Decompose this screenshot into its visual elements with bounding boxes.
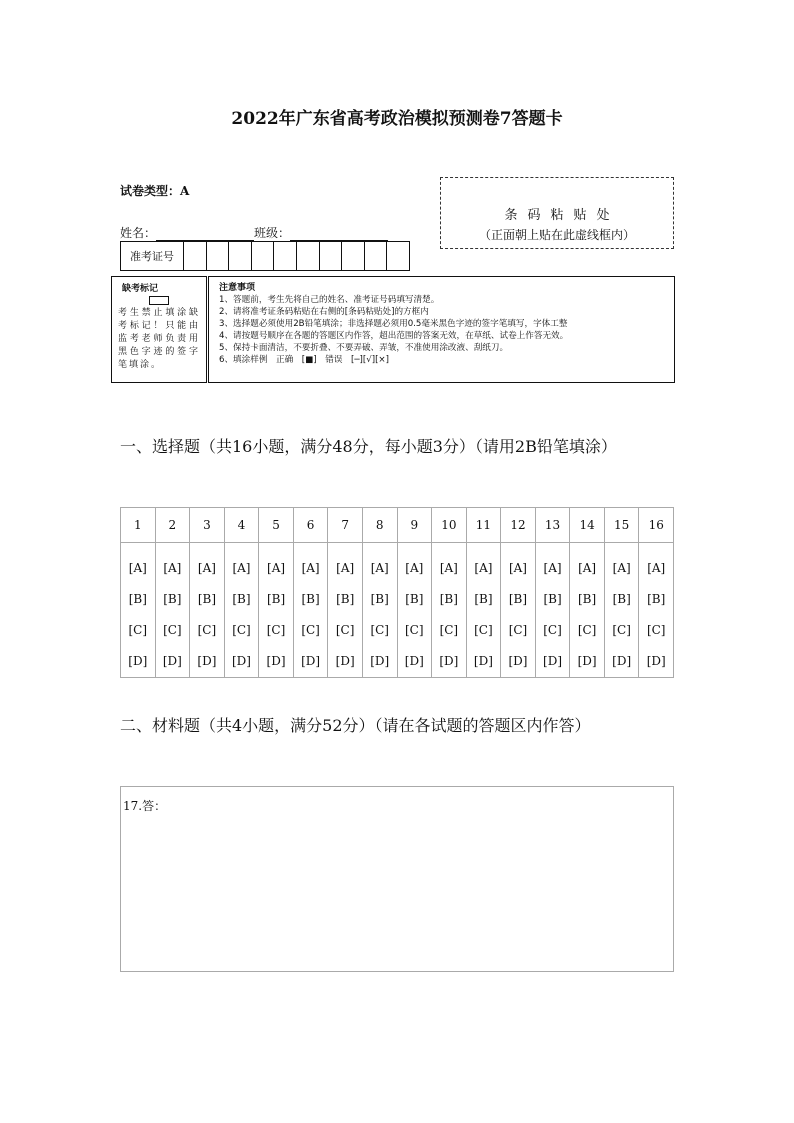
option-bubble[interactable]: [B] [370, 592, 389, 606]
paper-type: 试卷类型：A [120, 184, 190, 198]
class-label: 班级： [254, 226, 291, 240]
notes-item: 3、选择题必须使用2B铅笔填涂；非选择题必须用0.5毫米黑色字迹的签字笔填写，字体工整 [219, 319, 568, 329]
option-bubble[interactable]: [C] [543, 623, 562, 637]
option-bubble[interactable]: [C] [301, 623, 320, 637]
question-number: 1 [121, 508, 156, 543]
option-bubble[interactable]: [C] [163, 623, 182, 637]
exam-number-cell[interactable] [387, 242, 409, 270]
option-bubble[interactable]: [A] [370, 561, 389, 575]
exam-number-cell[interactable] [184, 242, 207, 270]
option-bubble[interactable]: [A] [267, 561, 286, 575]
exam-number-cell[interactable] [207, 242, 230, 270]
question-number: 8 [362, 508, 397, 543]
notes-item: 2、请将准考证条码粘贴在右侧的[条码粘贴处]的方框内 [219, 307, 429, 317]
answer-options [432, 543, 467, 678]
option-bubble[interactable]: [C] [266, 623, 286, 637]
name-label: 姓名： [120, 226, 157, 240]
option-bubble[interactable]: [B] [197, 592, 216, 606]
barcode-title: 条码粘贴处 [504, 208, 620, 223]
answer-options [121, 543, 156, 678]
answer-options [328, 543, 363, 678]
option-bubble[interactable]: [C] [128, 623, 148, 637]
answer-options [501, 543, 536, 678]
option-bubble[interactable]: [C] [370, 623, 389, 637]
option-bubble[interactable]: [D] [335, 654, 355, 668]
option-bubble[interactable]: [B] [301, 592, 320, 606]
question-number: 13 [535, 508, 570, 543]
question-number: 4 [224, 508, 259, 543]
option-bubble[interactable]: [A] [128, 561, 147, 575]
notes-title: 注意事项 [219, 283, 256, 293]
option-bubble[interactable]: [D] [508, 654, 528, 668]
answer-options [570, 543, 605, 678]
option-bubble[interactable]: [B] [336, 592, 355, 606]
option-bubble[interactable]: [A] [508, 561, 527, 575]
option-bubble[interactable]: [A] [163, 561, 182, 575]
option-bubble[interactable]: [D] [301, 654, 321, 668]
option-bubble[interactable]: [C] [439, 623, 459, 637]
option-bubble[interactable]: [B] [612, 592, 631, 606]
answer-options [224, 543, 259, 678]
exam-number-box [120, 241, 410, 271]
question-number: 11 [466, 508, 501, 543]
answer-options [535, 543, 570, 678]
question-number: 10 [432, 508, 467, 543]
question-number: 7 [328, 508, 363, 543]
option-bubble[interactable]: [C] [232, 623, 251, 637]
option-bubble[interactable]: [A] [197, 561, 216, 575]
option-bubble[interactable]: [C] [508, 623, 528, 637]
question-number: 6 [293, 508, 328, 543]
option-bubble[interactable]: [C] [335, 623, 355, 637]
option-bubble[interactable]: [C] [197, 623, 217, 637]
question-number: 12 [501, 508, 536, 543]
answer-options [190, 543, 225, 678]
barcode-subtitle: （正面朝上贴在此虚线框内） [478, 228, 635, 242]
question-number: 5 [259, 508, 294, 543]
option-bubble[interactable]: [B] [163, 592, 182, 606]
name-field[interactable] [156, 228, 254, 241]
exam-number-cell[interactable] [229, 242, 252, 270]
answer-options [604, 543, 639, 678]
option-bubble[interactable]: [D] [128, 654, 148, 668]
option-bubble[interactable]: [A] [647, 561, 666, 575]
question-number: 3 [190, 508, 225, 543]
exam-number-cell[interactable] [274, 242, 297, 270]
option-bubble[interactable]: [A] [405, 561, 424, 575]
option-bubble[interactable]: [D] [370, 654, 390, 668]
option-bubble[interactable]: [B] [405, 592, 424, 606]
answer-options [397, 543, 432, 678]
exam-number-cell[interactable] [252, 242, 275, 270]
barcode-area [440, 177, 674, 249]
exam-number-cell[interactable] [342, 242, 365, 270]
question-number: 15 [604, 508, 639, 543]
question-number: 16 [639, 508, 674, 543]
option-bubble[interactable]: [D] [646, 654, 666, 668]
answer-options [293, 543, 328, 678]
option-bubble[interactable]: [A] [439, 561, 458, 575]
option-bubble[interactable]: [D] [439, 654, 459, 668]
absent-mark-box [111, 276, 207, 383]
section2-heading: 二、材料题（共4小题，满分52分）（请在各试题的答题区内作答） [120, 716, 591, 735]
absent-mark-checkbox[interactable] [149, 296, 169, 305]
notes-box [208, 276, 675, 383]
page-title: 2022年广东省高考政治模拟预测卷7答题卡 [231, 109, 563, 129]
exam-number-cell[interactable] [365, 242, 388, 270]
question-number: 9 [397, 508, 432, 543]
option-bubble[interactable]: [D] [197, 654, 217, 668]
option-bubble[interactable]: [D] [543, 654, 563, 668]
q17-label: 17.答： [123, 799, 167, 813]
option-bubble[interactable]: [B] [543, 592, 562, 606]
option-bubble[interactable]: [A] [336, 561, 355, 575]
answer-options [639, 543, 674, 678]
absent-mark-title: 缺考标记 [122, 284, 159, 294]
option-bubble[interactable]: [A] [301, 561, 320, 575]
option-bubble[interactable]: [B] [508, 592, 528, 606]
option-bubble[interactable]: [C] [474, 623, 493, 637]
section1-heading: 一、选择题（共16小题，满分48分，每小题3分）（请用2B铅笔填涂） [120, 437, 617, 456]
option-bubble[interactable]: [D] [577, 654, 597, 668]
absent-mark-text: 考生禁止填涂缺考标记！只能由监考老师负责用黑色字迹的签字笔填涂。 [118, 308, 200, 370]
option-bubble[interactable]: [D] [612, 654, 632, 668]
exam-number-cell[interactable] [297, 242, 320, 270]
option-bubble[interactable]: [D] [266, 654, 286, 668]
option-bubble[interactable]: [C] [646, 623, 666, 637]
question-number: 2 [155, 508, 190, 543]
choice-grid [120, 507, 674, 678]
option-bubble[interactable]: [D] [404, 654, 424, 668]
option-bubble[interactable]: [B] [474, 592, 493, 606]
option-bubble[interactable]: [A] [578, 561, 597, 575]
answer-options [155, 543, 190, 678]
option-bubble[interactable]: [B] [232, 592, 251, 606]
option-bubble[interactable]: [A] [612, 561, 631, 575]
option-bubble[interactable]: [B] [439, 592, 458, 606]
notes-item: 4、请按题号顺序在各题的答题区内作答，超出范围的答案无效，在草纸、试卷上作答无效。 [219, 331, 569, 341]
option-bubble[interactable]: [A] [474, 561, 493, 575]
option-bubble[interactable]: [C] [405, 623, 424, 637]
notes-item: 5、保持卡面清洁，不要折叠、不要弄破、弄皱，不准使用涂改液、刮纸刀。 [219, 343, 509, 353]
option-bubble[interactable]: [B] [578, 592, 597, 606]
q17-answer-area[interactable] [120, 786, 674, 972]
answer-options [259, 543, 294, 678]
name-class-line [120, 224, 388, 241]
notes-item: 1、答题前，考生先将自己的姓名、准考证号码填写清楚。 [219, 295, 440, 305]
exam-number-label: 准考证号 [121, 242, 184, 270]
notes-item: 6、填涂样例 正确 [■] 错误 [─][√][×] [219, 355, 389, 365]
option-bubble[interactable]: [D] [473, 654, 493, 668]
option-bubble[interactable]: [B] [647, 592, 666, 606]
answer-options [362, 543, 397, 678]
option-bubble[interactable]: [C] [612, 623, 631, 637]
option-bubble[interactable]: [A] [232, 561, 251, 575]
class-field[interactable] [290, 228, 388, 241]
question-number: 14 [570, 508, 605, 543]
exam-number-cell[interactable] [320, 242, 343, 270]
option-bubble[interactable]: [D] [231, 654, 251, 668]
option-bubble[interactable]: [C] [577, 623, 597, 637]
option-bubble[interactable]: [D] [162, 654, 182, 668]
option-bubble[interactable]: [B] [128, 592, 147, 606]
answer-options [466, 543, 501, 678]
option-bubble[interactable]: [A] [543, 561, 562, 575]
option-bubble[interactable]: [B] [266, 592, 286, 606]
